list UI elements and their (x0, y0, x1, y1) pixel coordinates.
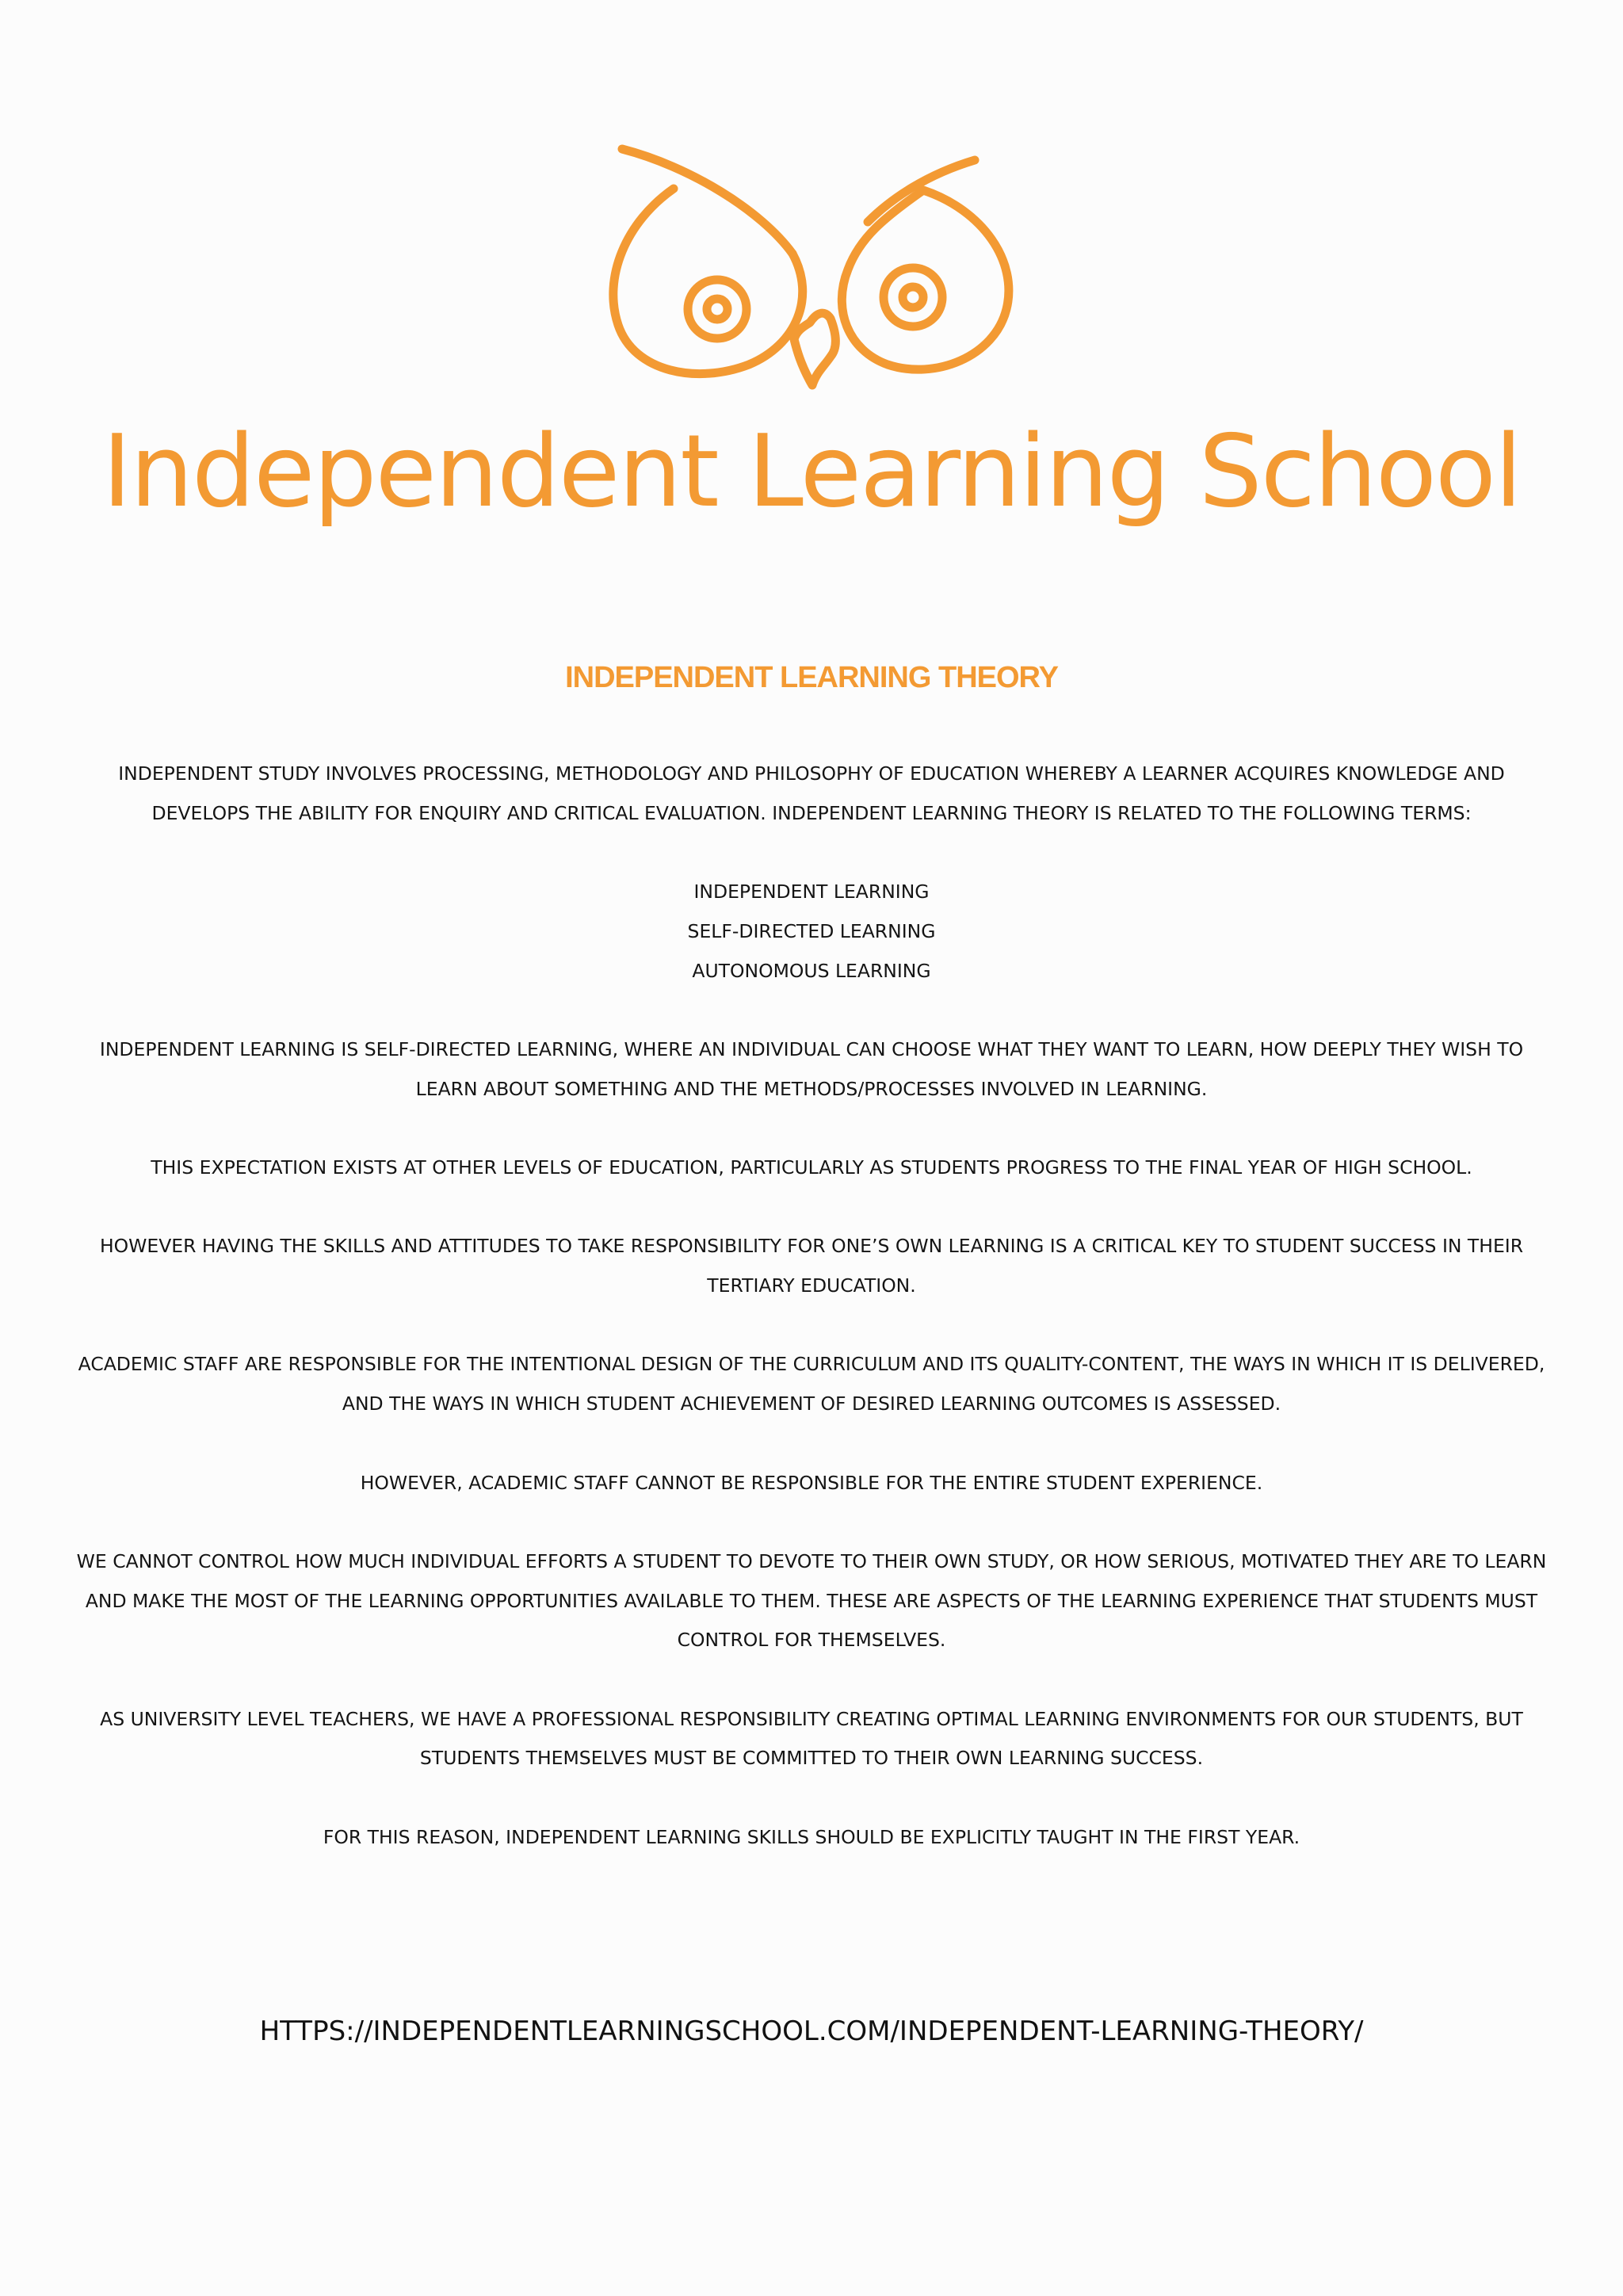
term-item: INDEPENDENT LEARNING (693, 881, 930, 904)
school-name: Independent Learning School (101, 413, 1522, 529)
term-item: AUTONOMOUS LEARNING (692, 959, 931, 982)
intro-paragraph: INDEPENDENT STUDY INVOLVES PROCESSING, METHODOLOGY AND PHILOSOPHY OF EDUCATION WHEREBY A LEARNER ACQUIRES KNOWLEDGE AND DEVELOPS THE ABILITY FOR ENQUIRY AND CRITICAL EVALUATION. INDEPENDENT LEARNING THEORY IS RELATED TO THE FOLLOWING TERMS: (118, 762, 1505, 824)
term-item: SELF-DIRECTED LEARNING (687, 919, 936, 942)
paragraph: AS UNIVERSITY LEVEL TEACHERS, WE HAVE A PROFESSIONAL RESPONSIBILITY CREATING OPTIMAL LEARNING ENVIRONMENTS FOR OUR STUDENTS, BUT STUDENTS THEMSELVES MUST BE COMMITTED TO THEIR OWN LEARNING SUCCESS. (100, 1707, 1523, 1770)
paragraph: HOWEVER HAVING THE SKILLS AND ATTITUDES TO TAKE RESPONSIBILITY FOR ONE’S OWN LEARNING IS A CRITICAL KEY TO STUDENT SUCCESS IN THEIR TERTIARY EDUCATION. (99, 1235, 1524, 1297)
paragraph: HOWEVER, ACADEMIC STAFF CANNOT BE RESPONSIBLE FOR THE ENTIRE STUDENT EXPERIENCE. (360, 1471, 1263, 1494)
paragraph: THIS EXPECTATION EXISTS AT OTHER LEVELS OF EDUCATION, PARTICULARLY AS STUDENTS PROGRESS TO THE FINAL YEAR OF HIGH SCHOOL. (151, 1156, 1472, 1179)
paragraph: FOR THIS REASON, INDEPENDENT LEARNING SKILLS SHOULD BE EXPLICITLY TAUGHT IN THE FIRST YEAR. (323, 1825, 1300, 1848)
paragraph: WE CANNOT CONTROL HOW MUCH INDIVIDUAL EFFORTS A STUDENT TO DEVOTE TO THEIR OWN STUDY, OR HOW SERIOUS, MOTIVATED THEY ARE TO LEARN AND MAKE THE MOST OF THE LEARNING OPPORTUNITIES AVAILABLE TO THEM. THESE ARE ASPECTS OF THE LEARNING EXPERIENCE THAT STUDENTS MUST CONTROL FOR THEMSELVES. (76, 1549, 1547, 1652)
paragraph: INDEPENDENT LEARNING IS SELF-DIRECTED LEARNING, WHERE AN INDIVIDUAL CAN CHOOSE WHAT THEY WANT TO LEARN, HOW DEEPLY THEY WISH TO LEARN ABOUT SOMETHING AND THE METHODS/PROCESSES INVOLVED IN LEARNING. (99, 1037, 1524, 1100)
source-url-link[interactable]: HTTPS://INDEPENDENTLEARNINGSCHOOL.COM/INDEPENDENT-LEARNING-THEORY/ (259, 2015, 1364, 2047)
document-body (75, 755, 1548, 1858)
school-logo (0, 135, 1623, 404)
page-title: INDEPENDENT LEARNING THEORY (565, 661, 1058, 694)
owl-eyes-icon (0, 135, 1623, 404)
paragraph: ACADEMIC STAFF ARE RESPONSIBLE FOR THE INTENTIONAL DESIGN OF THE CURRICULUM AND ITS QUALITY-CONTENT, THE WAYS IN WHICH IT IS DELIVERED, AND THE WAYS IN WHICH STUDENT ACHIEVEMENT OF DESIRED LEARNING OUTCOMES IS ASSESSED. (78, 1353, 1545, 1415)
